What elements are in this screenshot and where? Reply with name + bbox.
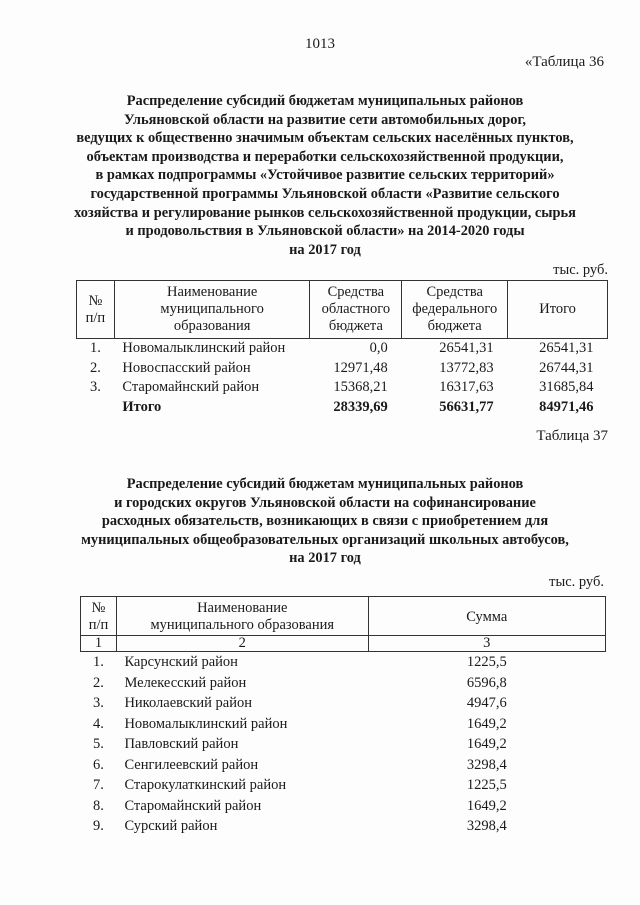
cell-total: 84971,46 xyxy=(539,398,594,415)
header-name xyxy=(116,597,368,636)
heading-line: на 2017 год xyxy=(289,241,361,258)
cell-name: Сенгилеевский район xyxy=(124,756,259,773)
cell-name: Мелекесский район xyxy=(124,674,247,691)
heading-line: расходных обязательств, возникающих в связи с приобретением для xyxy=(101,513,549,530)
cell-name: Сурский район xyxy=(124,818,218,834)
table-row xyxy=(77,339,608,359)
column-number-row xyxy=(81,636,606,652)
cell-name: Старомайнский район xyxy=(124,797,262,814)
cell-total: 26744,31 xyxy=(539,359,594,376)
heading-line: Ульяновской области на развитие сети автомобильных дорог, xyxy=(124,111,526,128)
header-regional xyxy=(310,281,402,339)
cell-name: Новомалыклинский район xyxy=(124,715,288,732)
table-36-heading xyxy=(60,92,590,259)
cell-num: 2. xyxy=(89,359,101,376)
cell-num xyxy=(77,398,115,418)
cell-name: Новоспасский район xyxy=(122,359,251,376)
table-37-label: Таблица 37 xyxy=(536,428,608,444)
heading-line: и продовольствия в Ульяновской области» на 2014-2020 годы xyxy=(125,223,525,240)
heading-line: муниципальных общеобразовательных организаций школьных автобусов, xyxy=(81,531,569,548)
cell-name: Итого xyxy=(122,398,162,415)
table-36 xyxy=(76,280,608,417)
cell-sum: 1649,2 xyxy=(466,715,507,732)
header-text: Средства xyxy=(426,284,483,300)
cell-federal: 16317,63 xyxy=(439,379,494,395)
cell-name: Карсунский район xyxy=(124,654,238,670)
cell-name: Старомайнский район xyxy=(122,379,260,395)
table-row xyxy=(81,693,606,714)
cell-federal: 13772,83 xyxy=(439,359,494,376)
table-header-row xyxy=(81,597,606,636)
table-row xyxy=(81,775,606,796)
cell-regional: 0,0 xyxy=(369,340,388,356)
cell-sum: 3298,4 xyxy=(466,756,507,773)
header-name xyxy=(114,281,310,339)
cell-sum: 1649,2 xyxy=(466,797,507,814)
table-36-unit: тыс. руб. xyxy=(553,262,608,278)
header-sum xyxy=(368,597,605,636)
total-row xyxy=(77,398,608,418)
cell-num: 5. xyxy=(93,736,104,752)
cell-sum: 1225,5 xyxy=(466,654,507,670)
header-text: № xyxy=(88,292,103,309)
cell-num: 1. xyxy=(89,340,101,356)
table-row xyxy=(81,755,606,776)
cell-federal: 26541,31 xyxy=(439,340,494,356)
header-text: муниципального образования xyxy=(150,617,335,633)
header-federal xyxy=(402,281,508,339)
cell-sum: 4947,6 xyxy=(466,695,507,711)
page-number: 1013 xyxy=(305,36,335,52)
cell-num: 4. xyxy=(93,715,104,732)
cell-regional: 12971,48 xyxy=(333,359,388,376)
heading-line: хозяйства и регулирование рынков сельскохозяйственной продукции, сырья xyxy=(74,204,576,221)
cell-sum: 1225,5 xyxy=(466,777,507,793)
header-num xyxy=(81,597,117,636)
cell-name: Старокулаткинский район xyxy=(124,777,287,793)
cell-num: 1. xyxy=(93,654,104,670)
table-row xyxy=(81,734,606,755)
table-37-unit: тыс. руб. xyxy=(549,574,604,590)
cell-federal: 56631,77 xyxy=(439,398,494,415)
table-header-row xyxy=(77,281,608,339)
header-text: муниципального xyxy=(160,301,264,317)
cell-num: 7. xyxy=(93,777,104,793)
cell-regional: 28339,69 xyxy=(333,398,388,415)
cell-num: 9. xyxy=(93,818,104,834)
table-row xyxy=(81,714,606,735)
header-text: бюджета xyxy=(328,318,383,334)
heading-line: в рамках подпрограммы «Устойчивое развитие сельских территорий» xyxy=(95,167,555,184)
heading-line: Распределение субсидий бюджетам муниципальных районов xyxy=(126,93,524,109)
header-text: п/п xyxy=(85,309,106,326)
cell-num: 6. xyxy=(93,756,104,773)
column-number: 2 xyxy=(116,636,368,652)
heading-line: ведущих к общественно значимым объектам сельских населённых пунктов, xyxy=(76,130,574,147)
table-row xyxy=(81,816,606,837)
header-text: Сумма xyxy=(466,608,508,625)
cell-sum: 3298,4 xyxy=(466,818,507,834)
header-text: федерального xyxy=(412,301,498,317)
cell-name: Николаевский район xyxy=(124,695,252,711)
cell-regional: 15368,21 xyxy=(333,379,388,395)
heading-line: и городских округов Ульяновской области на софинансирование xyxy=(114,494,536,511)
cell-num: 3. xyxy=(89,379,101,395)
table-37-heading xyxy=(60,475,590,568)
heading-line: объектам производства и переработки сельскохозяйственной продукции, xyxy=(86,148,564,165)
table-row xyxy=(77,359,608,379)
cell-sum: 6596,8 xyxy=(466,674,507,691)
table-row xyxy=(81,652,606,673)
header-text: Наименование xyxy=(197,600,288,616)
table-36-label: «Таблица 36 xyxy=(524,54,604,70)
header-text: п/п xyxy=(88,617,109,633)
header-text: областного xyxy=(321,301,391,317)
cell-total: 26541,31 xyxy=(539,340,594,356)
cell-sum: 1649,2 xyxy=(466,736,507,752)
header-text: бюджета xyxy=(427,318,482,334)
header-text: Средства xyxy=(327,284,385,300)
heading-line: Распределение субсидий бюджетам муниципальных районов xyxy=(126,476,524,492)
header-total xyxy=(508,281,608,339)
cell-num: 3. xyxy=(93,695,104,711)
table-row xyxy=(81,796,606,817)
header-text: Итого xyxy=(539,301,576,317)
header-num xyxy=(77,281,115,339)
cell-total: 31685,84 xyxy=(539,379,594,395)
column-number: 1 xyxy=(81,636,117,652)
header-text: образования xyxy=(173,318,251,334)
header-text: Наименование xyxy=(166,284,258,300)
table-row xyxy=(77,378,608,398)
table-37 xyxy=(80,596,606,837)
cell-name: Новомалыклинский район xyxy=(122,340,286,356)
column-number: 3 xyxy=(368,636,605,652)
heading-line: на 2017 год xyxy=(289,550,361,567)
table-row xyxy=(81,673,606,694)
cell-num: 2. xyxy=(93,674,104,691)
cell-num: 8. xyxy=(93,797,104,814)
header-text: № xyxy=(91,600,106,616)
cell-name: Павловский район xyxy=(124,736,239,752)
heading-line: государственной программы Ульяновской области «Развитие сельского xyxy=(90,185,560,202)
